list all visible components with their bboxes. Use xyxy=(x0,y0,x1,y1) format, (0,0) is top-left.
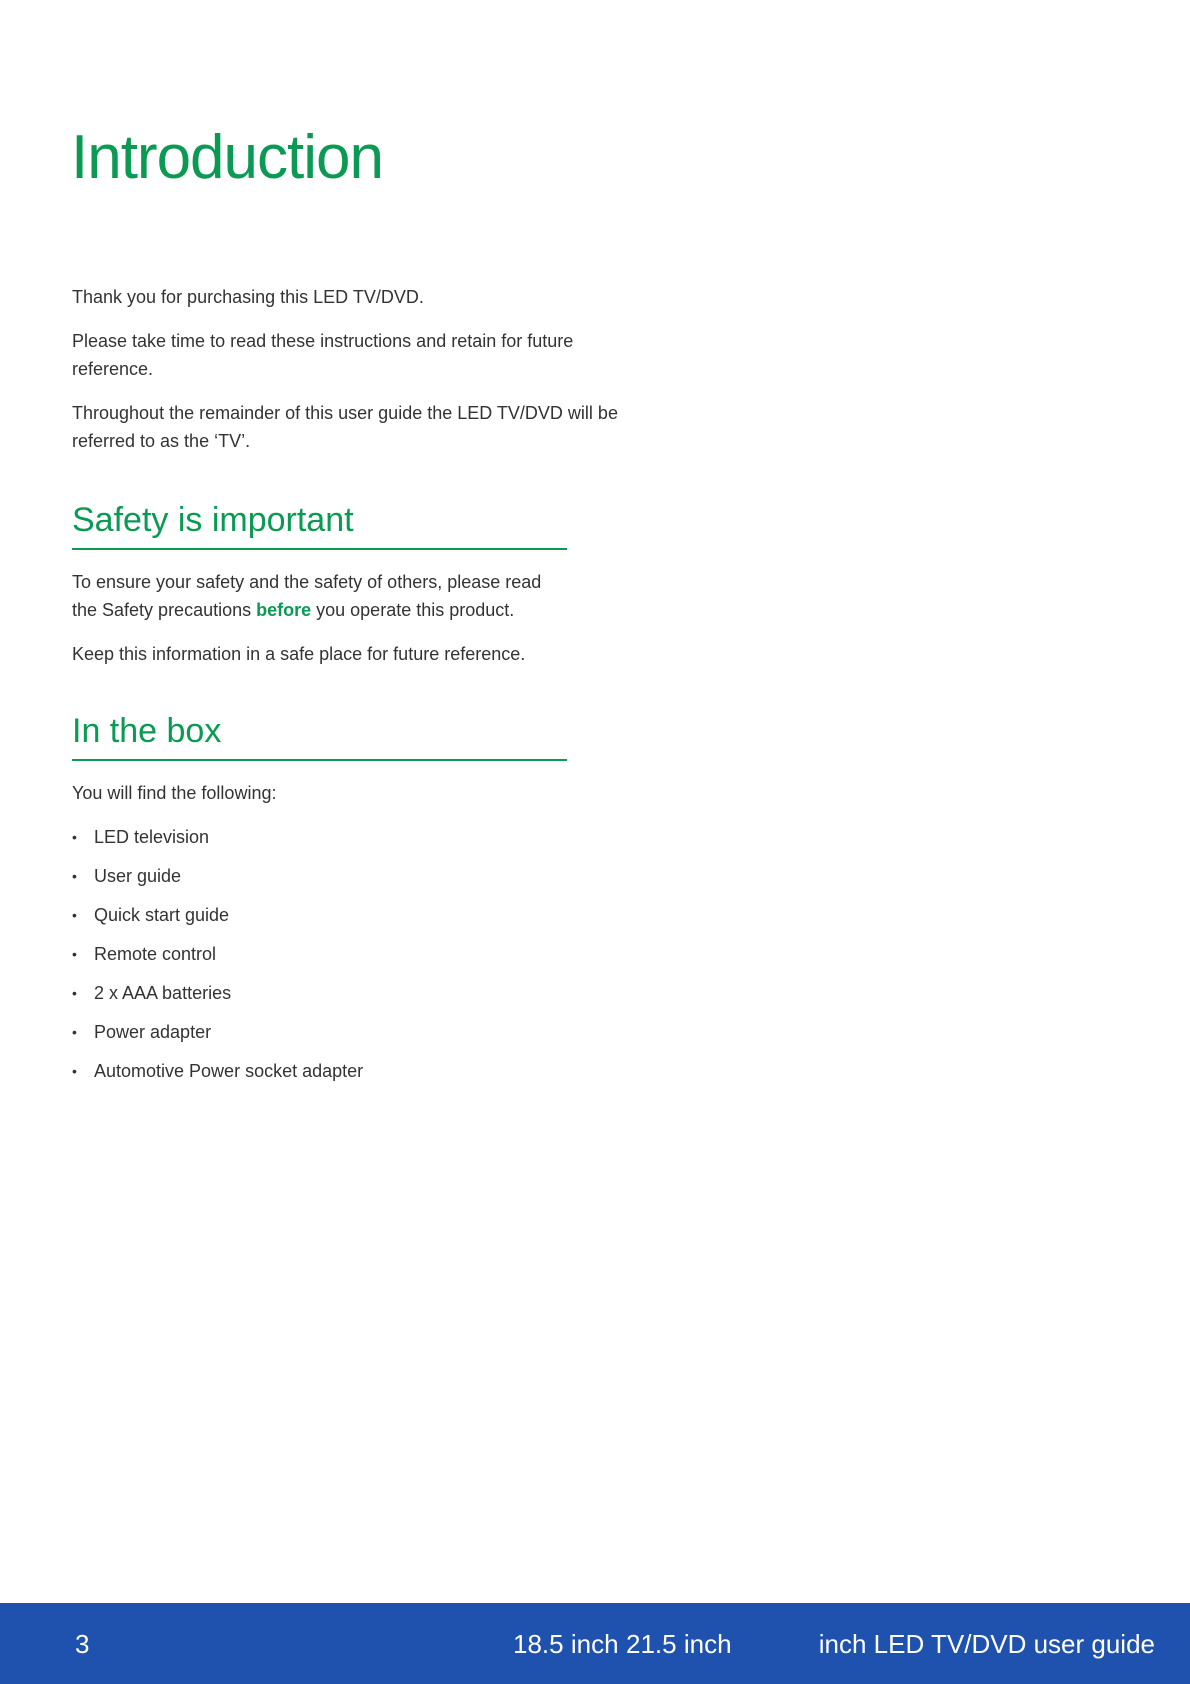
page-number: 3 xyxy=(75,1629,90,1659)
in-the-box-intro: You will find the following: xyxy=(72,783,277,803)
list-item xyxy=(72,1018,567,1046)
bullet-icon: • xyxy=(72,829,77,845)
list-item xyxy=(72,901,567,929)
list-item-label: Power adapter xyxy=(94,1022,212,1042)
bullet-icon: • xyxy=(72,907,77,923)
page-footer xyxy=(0,1603,1190,1684)
safety-heading: Safety is important xyxy=(72,500,567,550)
list-item-label: Quick start guide xyxy=(94,905,230,925)
safety-text-after: you operate this product. xyxy=(311,600,515,620)
list-item-label: User guide xyxy=(94,866,182,886)
list-item-label: Automotive Power socket adapter xyxy=(94,1061,364,1081)
list-item-label: 2 x AAA batteries xyxy=(94,983,232,1003)
list-item-label: LED television xyxy=(94,827,210,847)
footer-size-21-5: 21.5 inch xyxy=(626,1629,732,1659)
safety-paragraph-precautions xyxy=(72,568,567,624)
bullet-icon: • xyxy=(72,985,77,1001)
list-item xyxy=(72,862,567,890)
intro-paragraph-referred: Throughout the remainder of this user guide the LED TV/DVD will be referred to as the ‘TV’. xyxy=(72,403,618,451)
intro-section xyxy=(72,283,632,471)
intro-paragraph-retain: Please take time to read these instructions and retain for future reference. xyxy=(72,331,574,379)
list-item xyxy=(72,823,567,851)
safety-paragraph-keep: Keep this information in a safe place for future reference. xyxy=(72,644,526,664)
safety-section xyxy=(72,500,567,684)
in-the-box-section xyxy=(72,711,567,1096)
intro-paragraph-thanks: Thank you for purchasing this LED TV/DVD. xyxy=(72,287,424,307)
in-the-box-heading: In the box xyxy=(72,711,567,761)
bullet-icon: • xyxy=(72,868,77,884)
bullet-icon: • xyxy=(72,1063,77,1079)
list-item xyxy=(72,979,567,1007)
footer-guide-title: inch LED TV/DVD user guide xyxy=(818,1629,1155,1659)
safety-emphasis-before: before xyxy=(256,600,312,620)
footer-size-18-5: 18.5 inch xyxy=(513,1629,619,1659)
list-item-label: Remote control xyxy=(94,944,217,964)
list-item xyxy=(72,940,567,968)
box-contents-list xyxy=(72,823,567,1085)
bullet-icon: • xyxy=(72,946,77,962)
list-item xyxy=(72,1057,567,1085)
safety-text-before: To ensure your safety and the safety of others, please read the Safety precautions xyxy=(72,572,542,620)
bullet-icon: • xyxy=(72,1024,77,1040)
page-title: Introduction xyxy=(71,123,383,192)
